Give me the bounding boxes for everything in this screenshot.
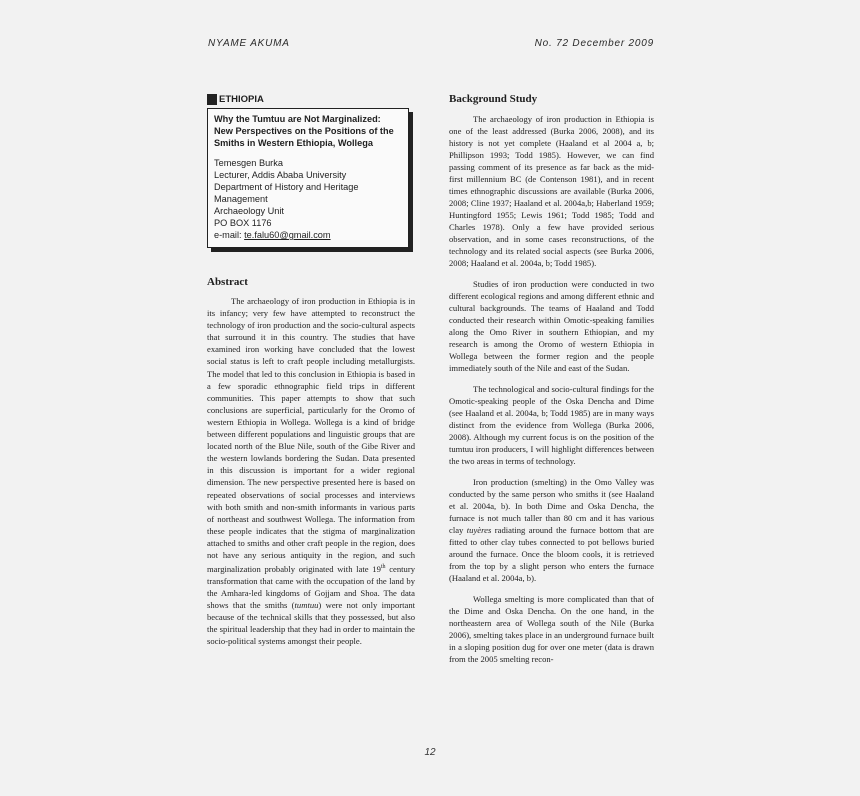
abstract-paragraph: The archaeology of iron production in Ethiopia is in its infancy; very few have attempted to reconstruct the technology of iron production and the socio-cultural aspects that surround it in this country. The studies that have examined iron working have concluded that the lowest social status is left to craft people including metallurgists. The model that led to this conclusion in Ethiopia is based in a few sporadic ethnographic field trips in different communities. This paper attempts to show that such conclusions are superficial, particularly for the Oromo of western Ethiopia in Wollega. Wollega is a kind of bridge between different populations and linguistic groups that are located north of the Blue Nile, south of the Gibe River and the western lowlands bordering the Sudan. Data presented in this discussion is important for a wider regional dimension. The new perspective presented here is based on repeated observations of social processes and interviews with both smith and non-smith informants in various parts of northeast and southwest Wollega. The information from these people indicates that the stigma of marginalization attached to smiths and other craft people in the region, does not have any serious antiquity in the region, and such marginalization probably originated with late 19th century transformation that came with the occupation of the land by the Amhara-led kingdoms of Gojjam and Shoa. The data shows that the smiths (tumtuu) were not only important because of the technical skills that they possessed, but also the spiritual leadership that they had in order to maintain the socio-political systems amongst their people. [207,296,416,647]
background-paragraph-3: The technological and socio-cultural findings for the Omotic-speaking people of the Oska Dencha and Dime (see Haaland et al. 2004a, b; Todd 1985) are in many ways distinct from the evidence from Wollega (Burka 2006, 2008). Although my current focus is on the position of the tumtuu iron producers, I will highlight differences between the two areas in terms of technology. [449,384,654,466]
author-email-line [214,229,402,241]
background-paragraph-5: Wollega smelting is more complicated than that of the Dime and Oska Dencha. On the one hand, in the northeastern area of Wollega south of the Nile (Burka 2006), smelting takes place in an underground furnace built in a sloping position dug for over one meter (data is drawn from the 2005 smelting recon- [449,594,654,664]
email-link[interactable]: te.falu60@gmail.com [244,230,331,240]
author-address: PO BOX 1176 [214,218,272,228]
abstract-heading: Abstract [207,276,248,288]
author-department: Department of History and Heritage Management [214,182,359,204]
right-column [449,93,654,674]
background-paragraph-1: The archaeology of iron production in Ethiopia is one of the least addressed (Burka 2006, 2008), and its history is not yet complete (Haaland et al 2004 a, b; Phillipson 1993; Todd 1985). However, we can find passing comment of its presence as far back as the mid-first millennium BC (de Contenson 1981), and in recent times ethnographic discussions are available (Burka 2006, 2008; Cline 1937; Haaland et al. 2004a,b; Haberland 1959; Huntingford 1955; Lewis 1961; Todd 1985; Todd and Charles 1978). Only a few have provided serious observation, and in some cases reconstructions, of the technology and its related social aspects (see Burka 2006, 2008; Haaland et al. 2004a, b; Todd 1985). [449,114,654,268]
left-column [207,93,415,657]
background-paragraph-2: Studies of iron production were conducted in two different ecological regions and among different ethnic and cultural backgrounds. The teams of Haaland and Todd conducted their research within Omotic-speaking families along the Omo River in southern Ethiopian, and my research is among the Oromo of western Ethiopia in Wollega between the former region and the people immediately south of the Nile and east of the Sudan. [449,279,654,373]
author-unit: Archaeology Unit [214,206,284,216]
article-title: Why the Tumtuu are Not Marginalized: New Perspectives on the Positions of the Smiths in Western Ethiopia, Wollega [214,114,394,148]
background-paragraph-4: Iron production (smelting) in the Omo Valley was conducted by the same person who smiths it (see Haaland et al. 2004a, b). In both Dime and Oska Dencha, the furnace is not much taller than 80 cm and it has various clay tuyères radiating around the furnace bottom that are fitted to other clay tubes connected to pot bellows buried around the furnace. Once the bloom cools, it is retrieved from the top by a slight person who enters the furnace (Haaland et al. 2004a, b). [449,477,654,583]
section-marker-icon [207,94,217,105]
article-title-box [207,108,409,248]
section-label-text: ETHIOPIA [219,93,264,105]
page-number: 12 [424,747,436,758]
section-label [207,93,415,105]
issue-info: No. 72 December 2009 [534,38,654,49]
author-affiliation: Lecturer, Addis Ababa University [214,170,347,180]
author-name: Temesgen Burka [214,158,283,168]
journal-name: NYAME AKUMA [208,38,290,49]
email-prefix: e-mail: [214,230,245,240]
background-heading: Background Study [449,93,538,105]
